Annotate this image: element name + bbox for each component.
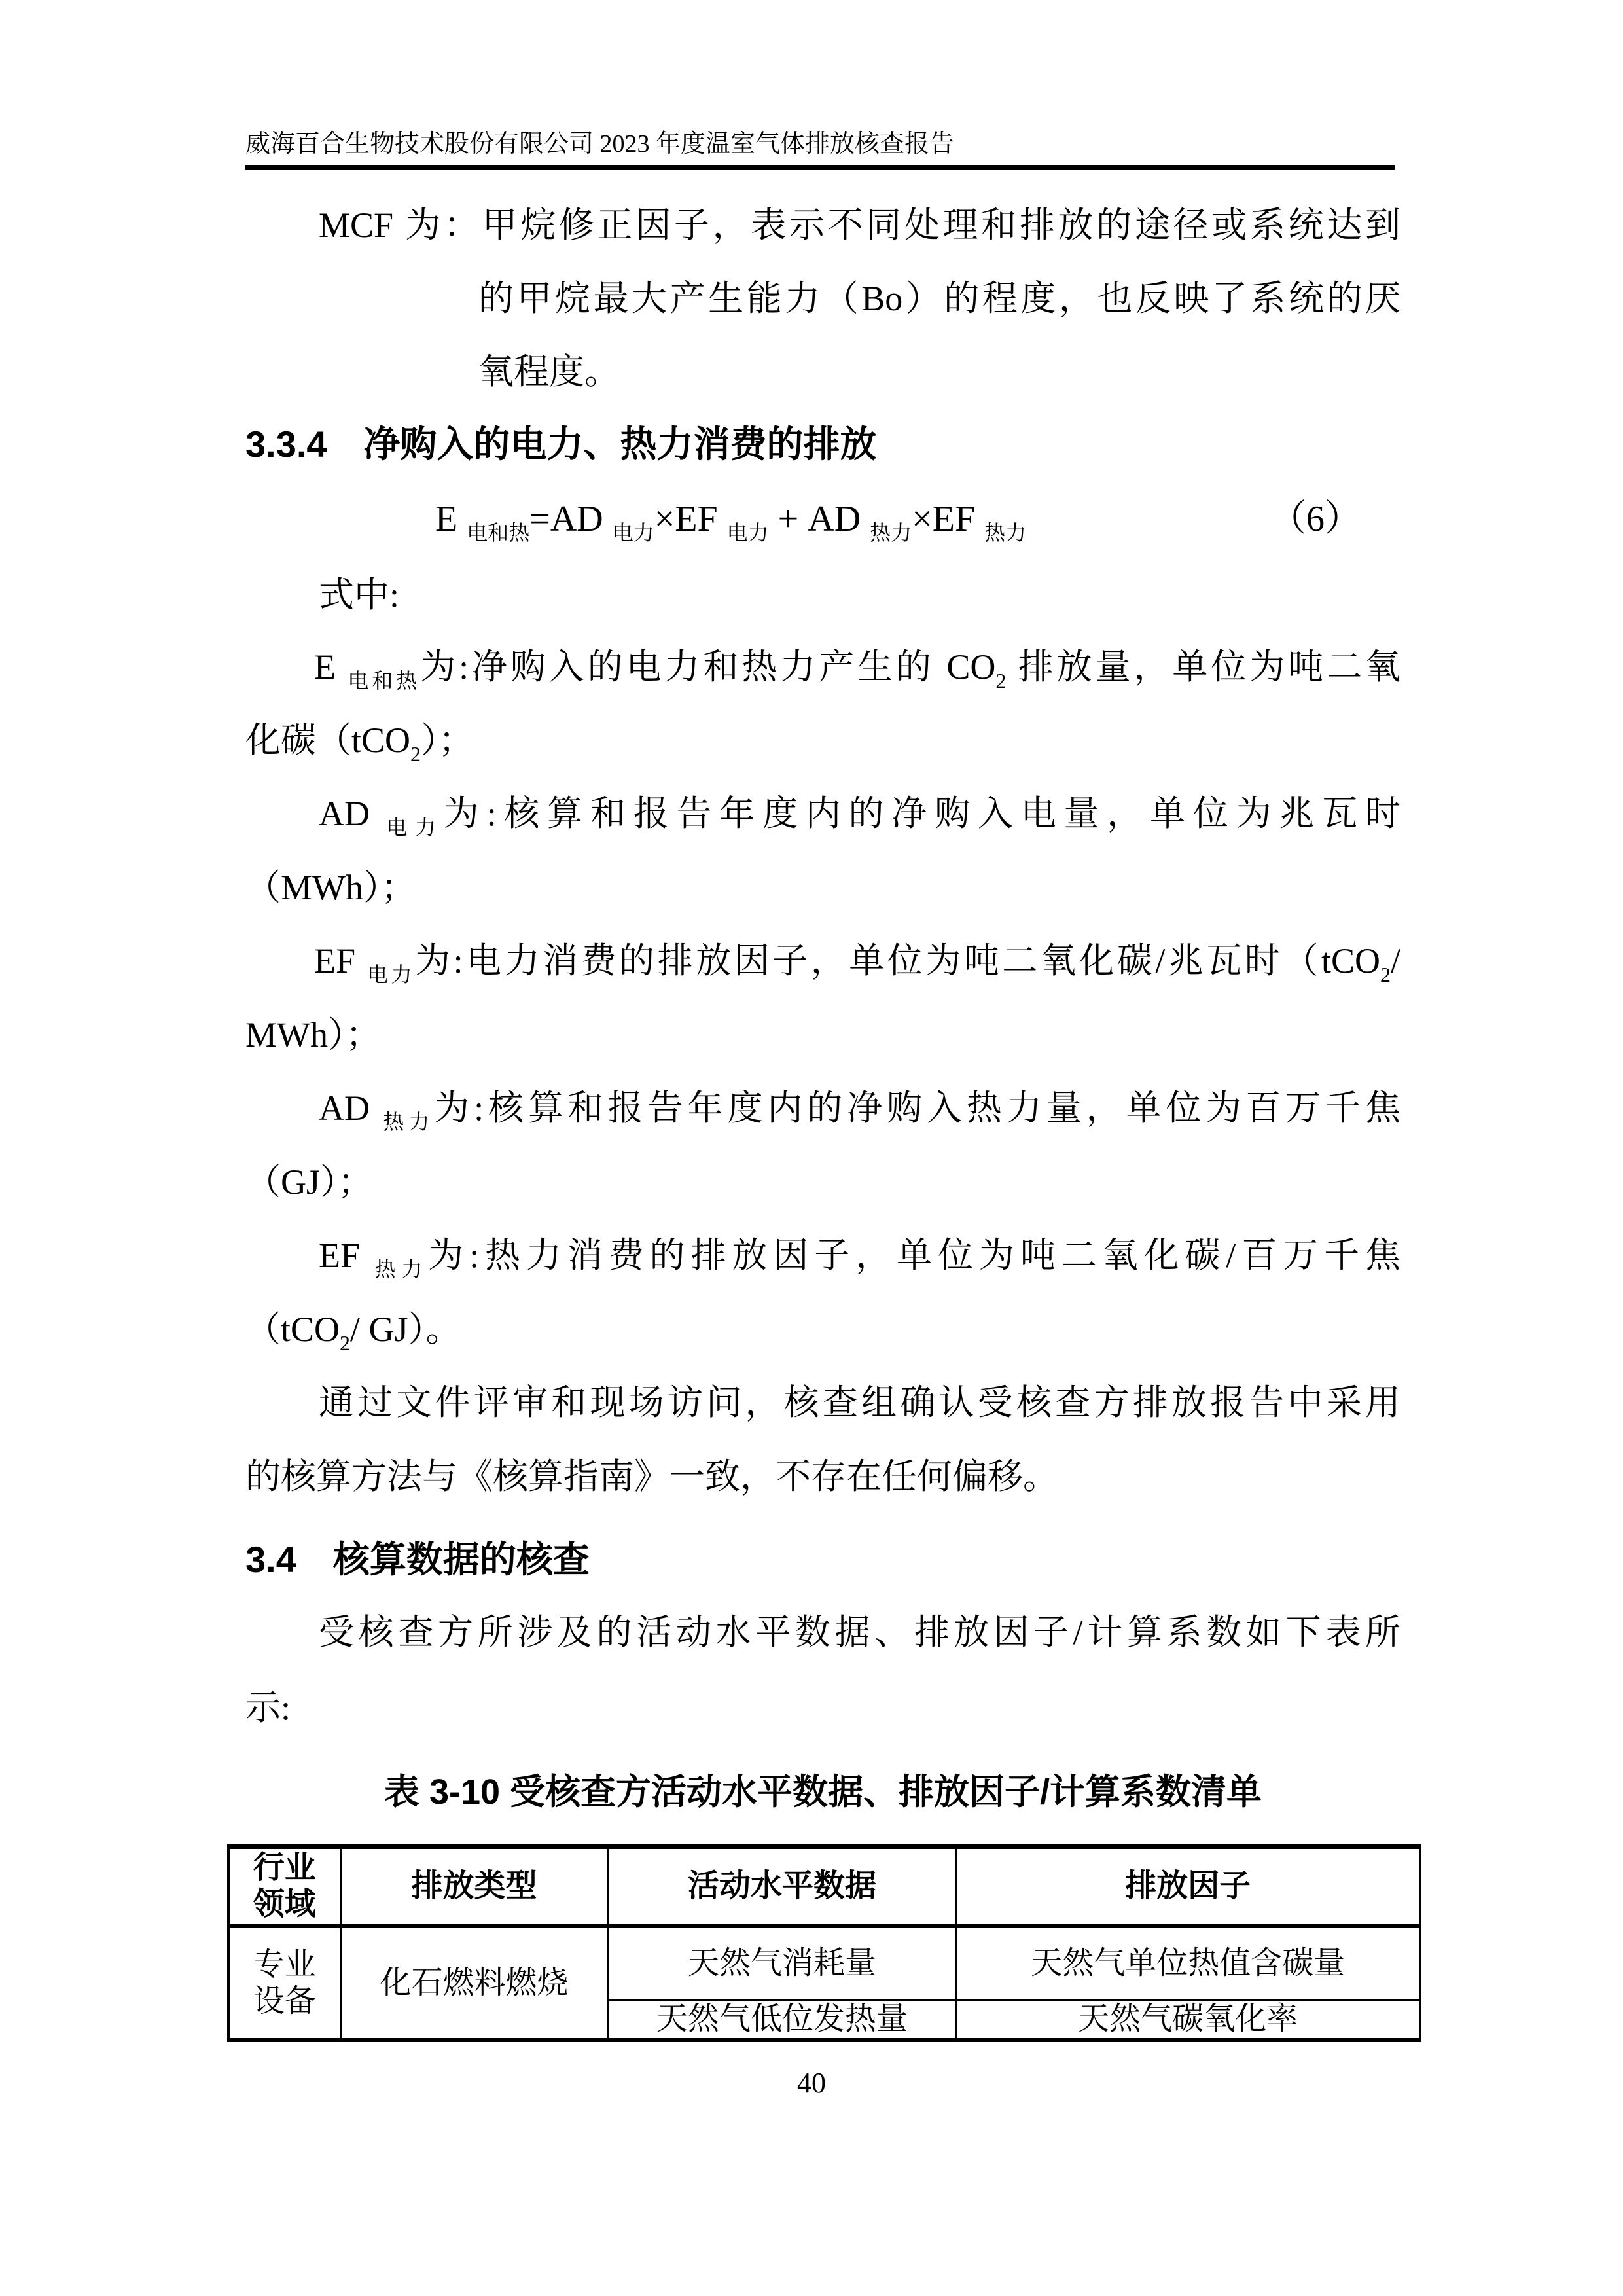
mcf-line-2: 的甲烷最大产生能力（Bo）的程度，也反映了系统的厌 [478, 279, 1400, 318]
def-ad-heat-line-1: AD $_{热力}$为:核算和报告年度内的净购入热力量，单位为百万千焦 [319, 1088, 1400, 1134]
table-3-10 [227, 1844, 1421, 2042]
def-ad-electric-line-2: （MWh）； [245, 868, 416, 907]
def-e-line-1: E $_{电和热}$为:净购入的电力和热力产生的 $CO_2$ 排放量，单位为吨二氧 [314, 647, 1400, 692]
cell-emission-type: 化石燃料燃烧 [340, 1926, 608, 2040]
table-row [228, 1926, 1420, 2000]
def-ef-electric-line-1: EF $_{电力}$为:电力消费的排放因子，单位为吨二氧化碳/兆瓦时（tCO$_2$/ [314, 941, 1400, 986]
def-ef-heat-line-2: （tCO$_2$/ GJ）。 [245, 1310, 461, 1355]
column-header-activity-data: 活动水平数据 [608, 1847, 956, 1926]
mcf-line-3: 氧程度。 [478, 352, 620, 391]
def-e-line-2: 化碳（tCO$_2$）； [245, 721, 474, 766]
page-number: 40 [797, 2067, 826, 2099]
section-heading-3-4: 3.4 核算数据的核查 [245, 1539, 590, 1580]
def-ef-heat-line-1: EF $_{热力}$为:热力消费的排放因子，单位为吨二氧化碳/百万千焦 [319, 1236, 1400, 1281]
formula-expression: E $_{电和热}$=AD $_{电力}$×EF $_{电力}$ + AD $_{热力}$×EF $_{热力}$ [435, 499, 1027, 545]
review-line-2: 的核算方法与《核算指南》一致，不存在任何偏移。 [245, 1457, 1058, 1496]
cell-activity-data-2: 天然气低位发热量 [608, 2000, 956, 2040]
review-line-1: 通过文件评审和现场访问，核查组确认受核查方排放报告中采用 [319, 1383, 1400, 1422]
table-intro-line-1: 受核查方所涉及的活动水平数据、排放因子/计算系数如下表所 [319, 1613, 1400, 1652]
def-ad-electric-line-1: AD $_{电力}$为:核算和报告年度内的净购入电量，单位为兆瓦时 [319, 794, 1400, 839]
table-header-row [228, 1847, 1420, 1926]
def-ef-electric-line-2: MWh）； [245, 1015, 381, 1054]
formula-number: （6） [1270, 499, 1361, 539]
column-header-industry-field: 行业 领域 [228, 1847, 340, 1926]
formula-line [245, 499, 1400, 545]
header-title: 威海百合生物技术股份有限公司 2023 年度温室气体排放核查报告 [245, 130, 955, 158]
cell-industry-field: 专业 设备 [228, 1926, 340, 2040]
cell-emission-factor-1: 天然气单位热值含碳量 [956, 1926, 1420, 2000]
table-title: 表 3-10 受核查方活动水平数据、排放因子/计算系数清单 [383, 1772, 1262, 1812]
cell-emission-factor-2: 天然气碳氧化率 [956, 2000, 1420, 2040]
column-header-emission-factor: 排放因子 [956, 1847, 1420, 1926]
table-intro-line-2: 示: [245, 1688, 291, 1727]
section-heading-3-3-4: 3.3.4 净购入的电力、热力消费的排放 [245, 423, 877, 465]
cell-activity-data-1: 天然气消耗量 [608, 1926, 956, 2000]
mcf-line-1: MCF 为：甲烷修正因子，表示不同处理和排放的途径或系统达到 [319, 206, 1400, 245]
where-label: 式中: [319, 575, 400, 615]
column-header-emission-type: 排放类型 [340, 1847, 608, 1926]
def-ad-heat-line-2: （GJ）； [245, 1162, 374, 1202]
page-header [245, 130, 1395, 170]
